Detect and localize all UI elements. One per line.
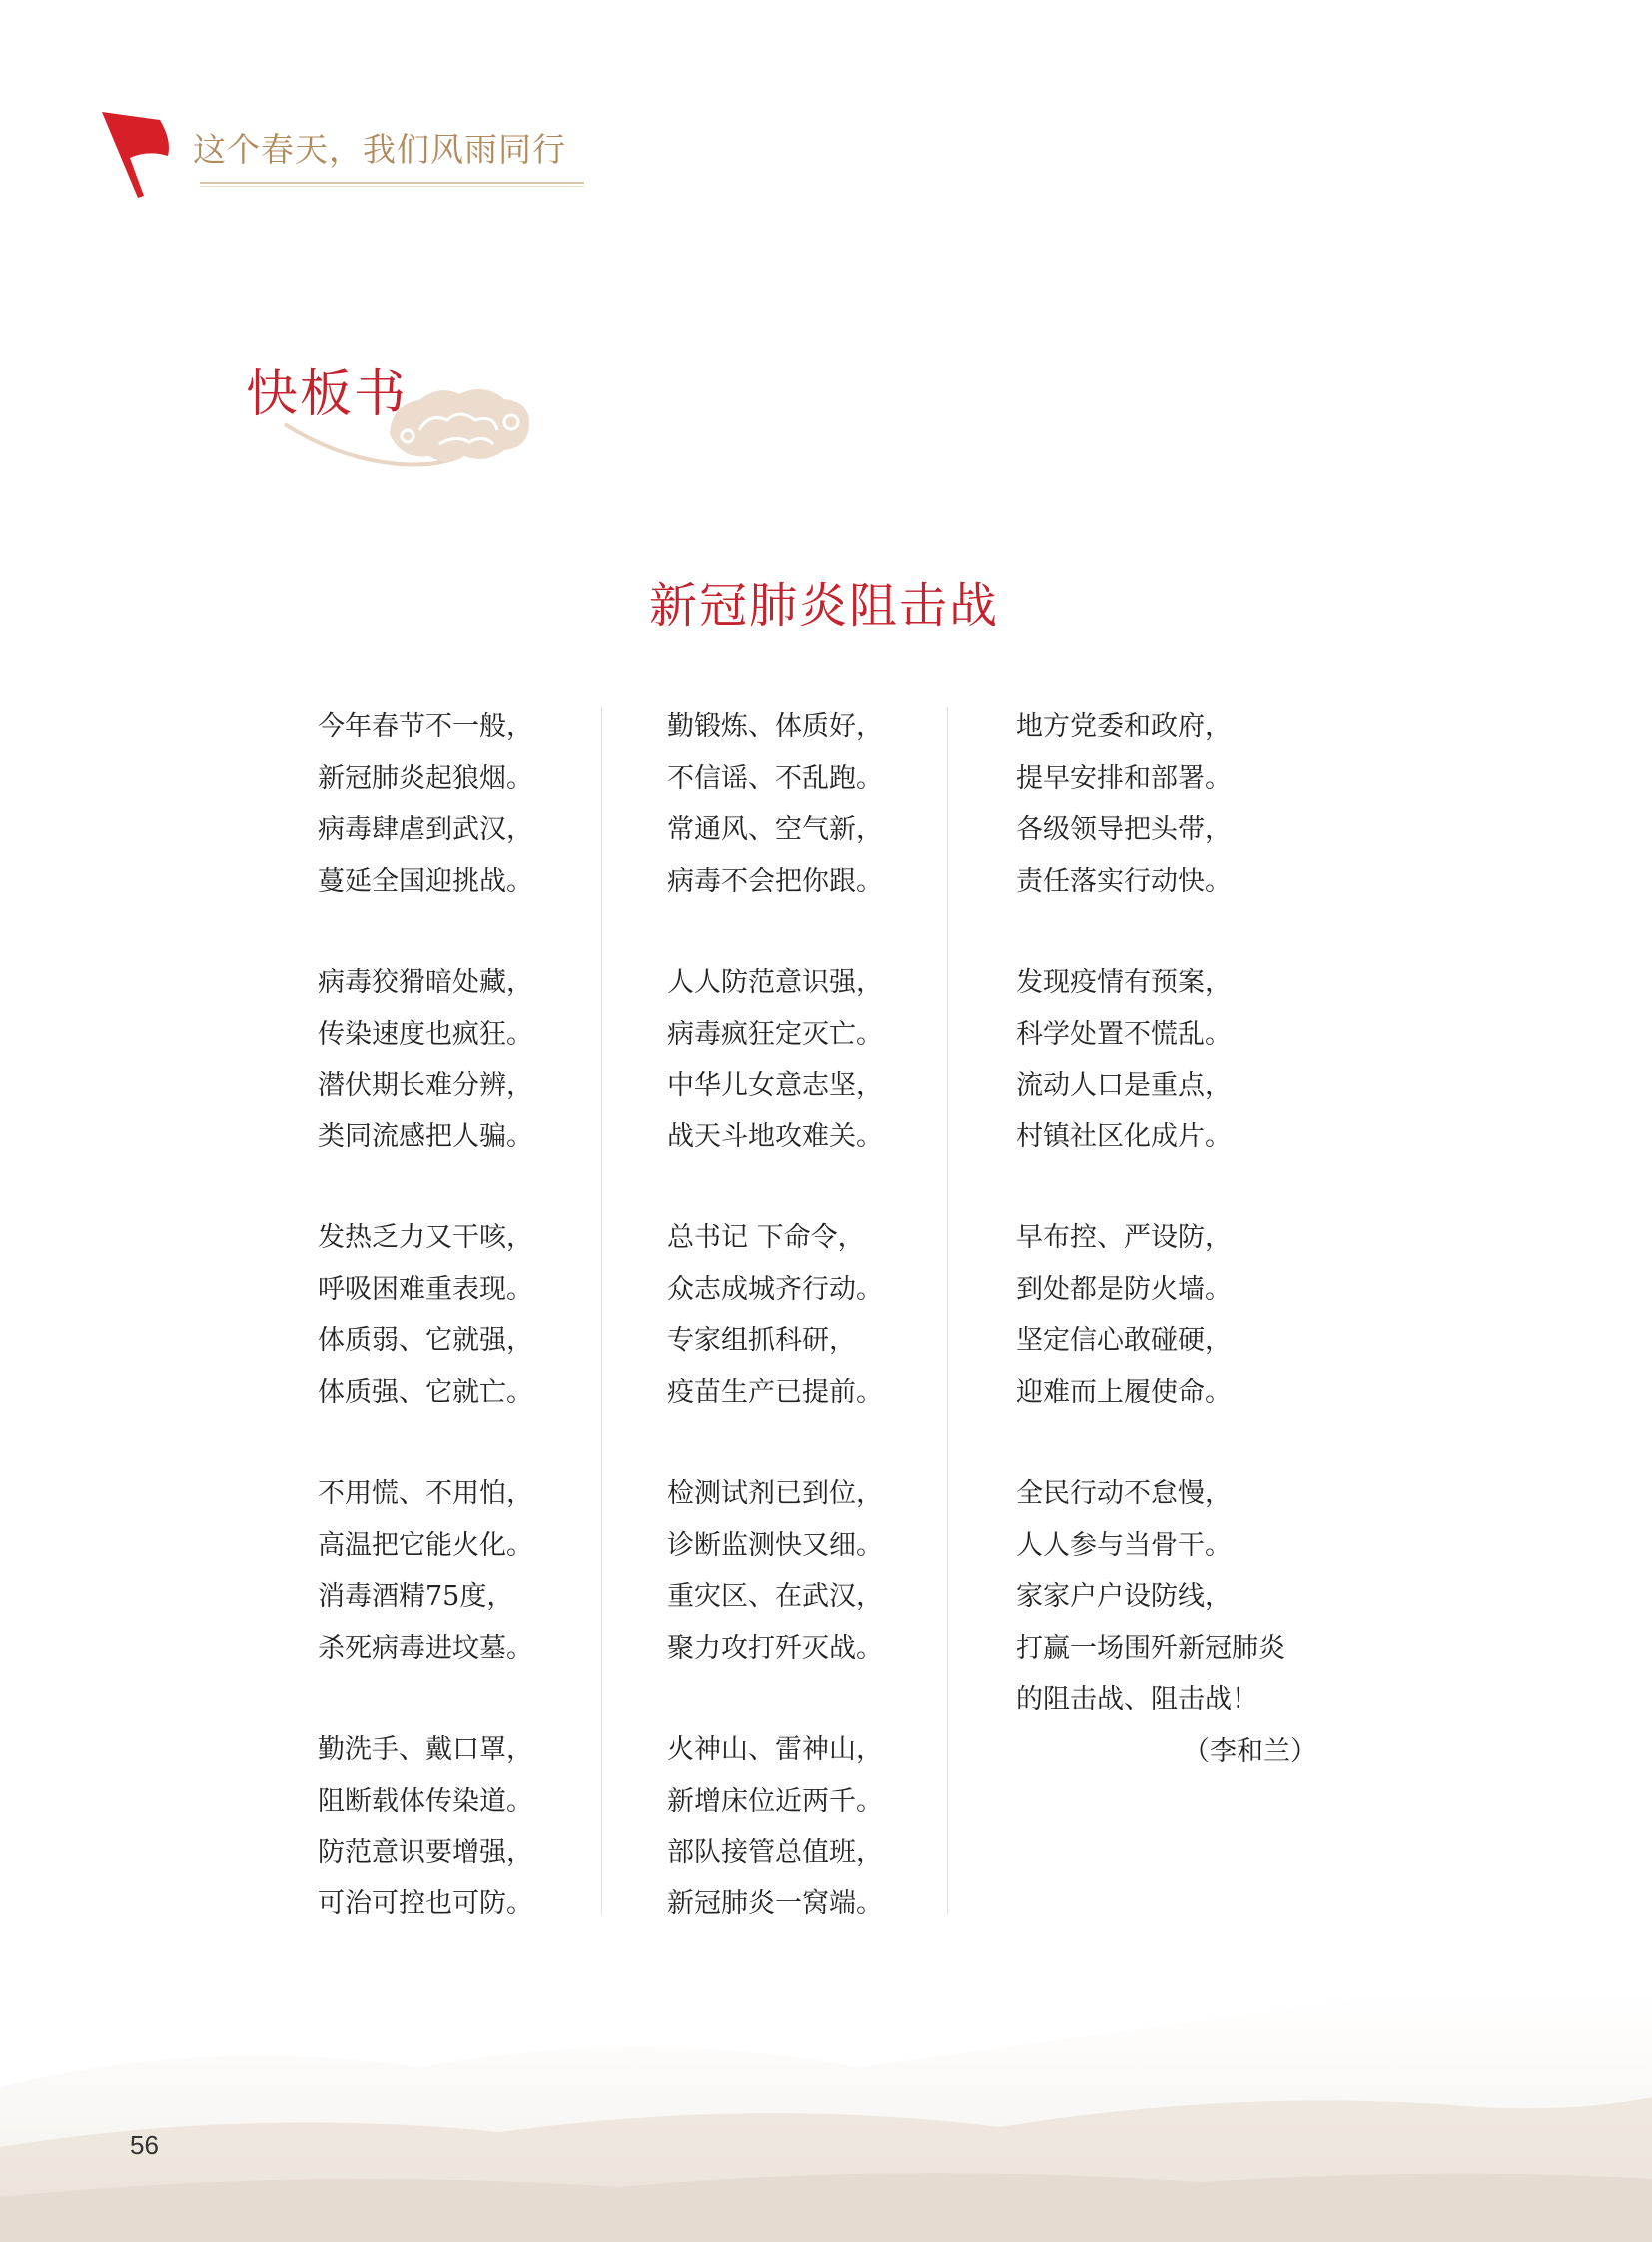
landscape-background-icon	[0, 1917, 1652, 2242]
stanza	[667, 957, 987, 1162]
poem-line: 蔓延全国迎挑战。	[318, 865, 533, 897]
poem-line: 防范意识要增强，	[318, 1837, 533, 1868]
page-header	[100, 110, 599, 200]
poem-line: 新冠肺炎一窝端。	[667, 1887, 883, 1919]
poem-column-2	[667, 701, 987, 1979]
poem-line: 发热乏力又干咳，	[318, 1222, 533, 1253]
poem-line: 体质弱、它就强，	[318, 1325, 533, 1356]
poem-line: 不信谣、不乱跑。	[667, 762, 883, 794]
poem-line: 总书记 下命令，	[667, 1222, 865, 1253]
poem-line: 重灾区、在武汉，	[667, 1581, 883, 1612]
stanza	[318, 1468, 637, 1674]
poem-title: 新冠肺炎阻击战	[649, 578, 1000, 634]
poem-line: 高温把它能火化。	[318, 1529, 533, 1561]
poem-line: 火神山、雷神山，	[667, 1734, 883, 1765]
poem-line: 村镇社区化成片。	[1016, 1121, 1232, 1152]
section-title: 快板书	[246, 365, 409, 424]
poem-line: 杀死病毒进坟墓。	[318, 1632, 533, 1664]
poem-line: 常通风、空气新，	[667, 814, 883, 845]
poem-line: 中华儿女意志坚，	[667, 1070, 883, 1101]
poem-line: 专家组抓科研，	[667, 1325, 856, 1356]
poem-line: 流动人口是重点，	[1016, 1070, 1232, 1101]
poem-line: 不用慌、不用怕，	[318, 1478, 533, 1509]
poem-line: 坚定信心敢碰硬，	[1016, 1325, 1232, 1356]
poem-line: 科学处置不慌乱。	[1016, 1018, 1232, 1050]
stanza	[1016, 701, 1345, 907]
stanza	[318, 1724, 637, 1929]
stanza	[318, 957, 637, 1162]
poem-line: 体质强、它就亡。	[318, 1376, 533, 1408]
poem-line: 地方党委和政府，	[1016, 711, 1232, 742]
stanza	[667, 701, 987, 907]
poem-line: 的阻击战、阻击战！	[1016, 1684, 1258, 1715]
poem-line: 勤洗手、戴口罩，	[318, 1734, 533, 1765]
header-rule-thin	[200, 186, 584, 187]
poem-line: 可治可控也可防。	[318, 1887, 533, 1919]
stanza	[667, 1468, 987, 1674]
poem-line: 新冠肺炎起狼烟。	[318, 762, 533, 794]
poem-column-1	[318, 701, 637, 1979]
stanza	[667, 1724, 987, 1929]
poem-column-3	[1016, 701, 1345, 1777]
poem-line: 提早安排和部署。	[1016, 762, 1232, 794]
poem-line: 众志成城齐行动。	[667, 1273, 883, 1305]
poem-line: 阻断载体传染道。	[318, 1785, 533, 1817]
poem-line: 消毒酒精75度，	[318, 1581, 514, 1612]
poem-line: 迎难而上履使命。	[1016, 1376, 1232, 1408]
stanza	[318, 1212, 637, 1418]
red-flag-icon	[100, 110, 180, 200]
stanza	[1016, 957, 1345, 1162]
poem-line: 类同流感把人骗。	[318, 1121, 533, 1152]
page-number: 56	[130, 2130, 159, 2160]
stanza	[1016, 1468, 1345, 1726]
poem-line: 人人参与当骨干。	[1016, 1529, 1232, 1561]
poem-line: 病毒不会把你跟。	[667, 865, 883, 897]
poem-line: 呼吸困难重表现。	[318, 1273, 533, 1305]
poem-line: 人人防范意识强，	[667, 967, 883, 998]
poem-line: 家家户户设防线，	[1016, 1581, 1232, 1612]
poem-author: （李和兰）	[1183, 1735, 1317, 1767]
poem-line: 今年春节不一般，	[318, 711, 533, 742]
poem-line: 聚力攻打歼灭战。	[667, 1632, 883, 1664]
stanza	[1016, 1212, 1345, 1418]
poem-line: 疫苗生产已提前。	[667, 1376, 883, 1408]
poem-line: 新增床位近两千。	[667, 1785, 883, 1817]
stanza	[318, 701, 637, 907]
poem-line: 部队接管总值班，	[667, 1837, 883, 1868]
poem-line: 发现疫情有预案，	[1016, 967, 1232, 998]
poem-line: 传染速度也疯狂。	[318, 1018, 533, 1050]
poem-line: 检测试剂已到位，	[667, 1478, 883, 1509]
poem-line: 打赢一场围歼新冠肺炎	[1016, 1632, 1285, 1664]
header-title: 这个春天，我们风雨同行	[193, 130, 566, 169]
poem-line: 早布控、严设防，	[1016, 1222, 1232, 1253]
poem-line: 病毒疯狂定灭亡。	[667, 1018, 883, 1050]
poem-line: 到处都是防火墙。	[1016, 1273, 1232, 1305]
poem-line: 各级领导把头带，	[1016, 814, 1232, 845]
poem-line: 战天斗地攻难关。	[667, 1121, 883, 1152]
poem-line: 潜伏期长难分辨，	[318, 1070, 533, 1101]
poem-line: 诊断监测快又细。	[667, 1529, 883, 1561]
header-rule	[200, 182, 584, 184]
poem-line: 责任落实行动快。	[1016, 865, 1232, 897]
poem-line: 全民行动不怠慢，	[1016, 1478, 1232, 1509]
poem-line: 病毒狡猾暗处藏，	[318, 967, 533, 998]
poem-line: 勤锻炼、体质好，	[667, 711, 883, 742]
poem-line: 病毒肆虐到武汉，	[318, 814, 533, 845]
stanza	[667, 1212, 987, 1418]
